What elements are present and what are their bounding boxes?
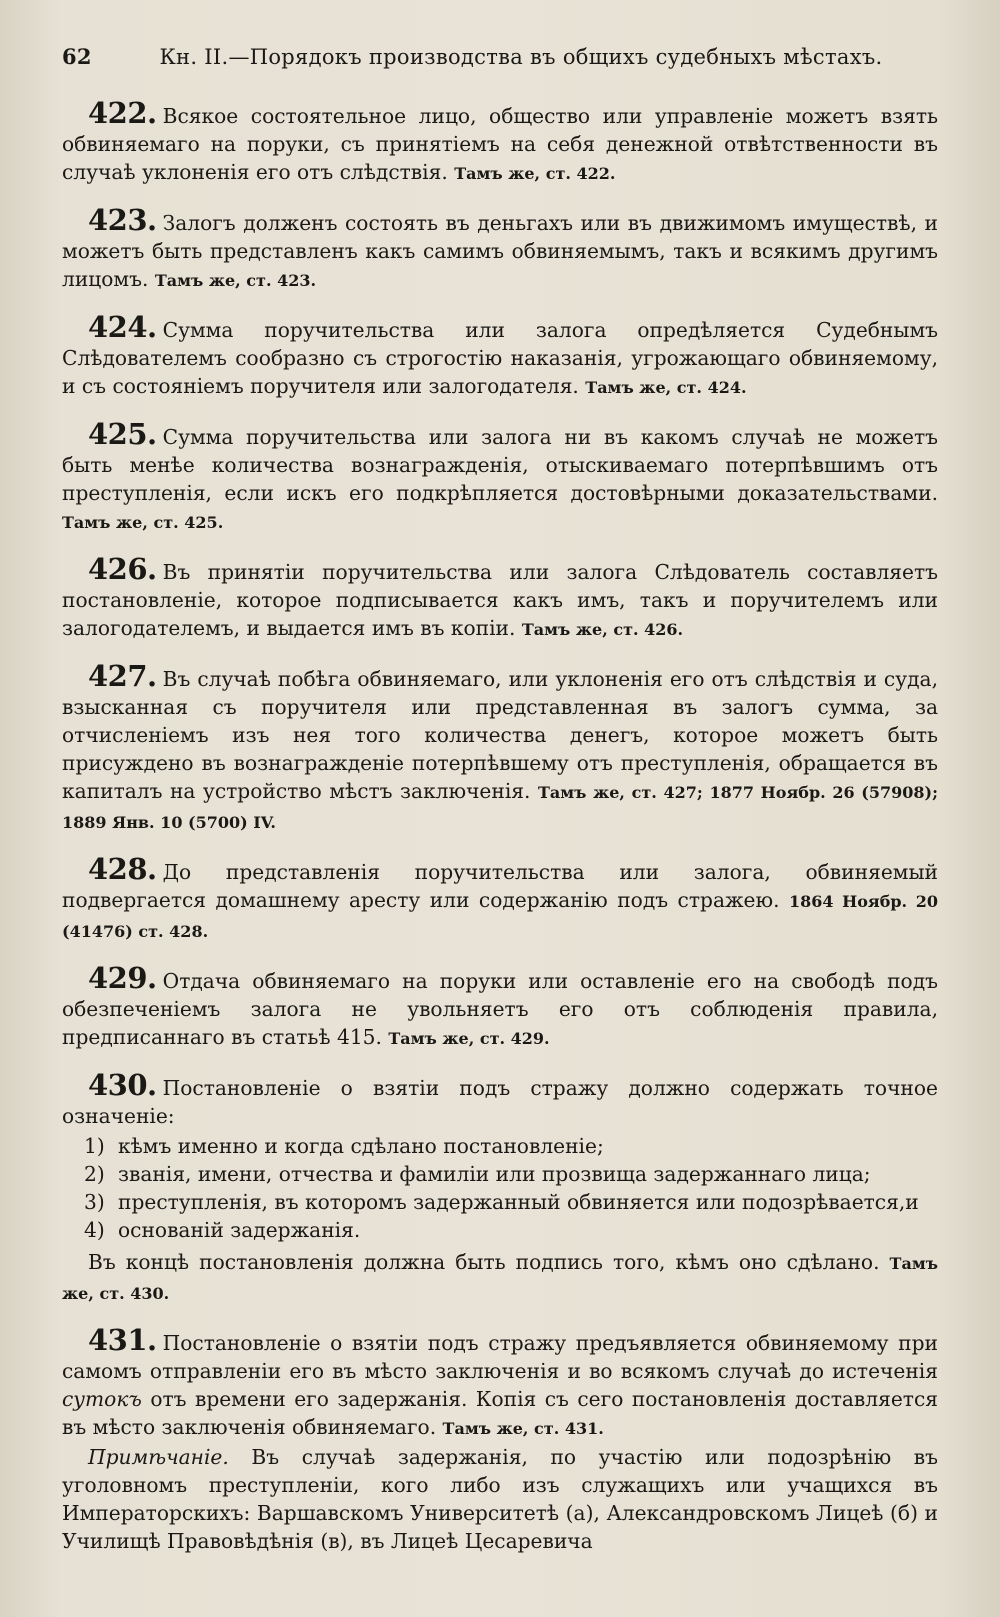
article-paragraph [62,852,938,946]
article-number: 423. [88,203,157,237]
footnote [62,1443,938,1555]
list-item [84,1160,938,1188]
article-paragraph [62,310,938,402]
article-paragraph [62,1323,938,1443]
article-reference: Тамъ же, ст. 424. [585,378,747,397]
running-header [62,44,938,69]
article-number: 426. [88,552,157,586]
emphasized-word: сутокъ [62,1387,142,1411]
article-reference: Тамъ же, ст. 423. [154,271,317,290]
article-text: Въ случаѣ побѣга обвиняемаго, или уклоненія его отъ слѣдствія и суда, взысканная съ поручителя или представленная въ залогъ сумма, за отчисленіемъ изъ нея того количества денегъ, которое можетъ быть присуждено въ вознагражденіе потерпѣвшему отъ преступленія, обращается въ капиталъ на устройство мѣстъ заключенія. [62,667,938,803]
article-424 [62,310,938,402]
article-paragraph [62,1068,938,1130]
article-text: Отдача обвиняемаго на поруки или оставленіе его на свободѣ подъ обезпеченіемъ залога не увольняетъ его отъ соблюденія правила, предписаннаго въ статьѣ 415. [62,969,938,1049]
article-429 [62,961,938,1053]
list-item-text: основаній задержанія. [118,1218,361,1242]
running-title: Кн. II.—Порядокъ производства въ общихъ судебныхъ мѣстахъ. [159,45,883,69]
article-paragraph [62,96,938,188]
article-text-after: отъ времени его задержанія. Копія съ сего постановленія доставляется въ мѣсто заключенія обвиняемаго. [62,1387,938,1439]
article-closing [62,1248,938,1308]
article-reference: Тамъ же, ст. 425. [62,513,224,532]
list-item-number: 1) [84,1134,105,1158]
article-text: Сумма поручительства или залога ни въ какомъ случаѣ не можетъ быть менѣе количества вознагражденія, отыскиваемаго потерпѣвшимъ отъ преступленія, если искъ его подкрѣпляется достовѣрными доказательствами. [62,425,938,505]
article-paragraph [62,961,938,1053]
article-number: 422. [88,96,157,130]
article-reference: Тамъ же, ст. 430. [62,1254,938,1303]
article-text: Залогъ долженъ состоять въ деньгахъ или въ движимомъ имуществѣ, и можетъ быть представленъ какъ самимъ обвиняемымъ, такъ и всякимъ другимъ лицомъ. [62,211,938,291]
article-paragraph [62,552,938,644]
list-item-number: 2) [84,1162,105,1186]
note-label: Примѣчаніе. [88,1445,229,1469]
list-item-text: преступленія, въ которомъ задержанный обвиняется или подозрѣвается,и [118,1190,919,1214]
article-paragraph [62,203,938,295]
article-reference: 1864 Ноябр. 20 (41476) ст. 428. [62,892,938,941]
enumerated-list [62,1132,938,1244]
article-428 [62,852,938,946]
list-item [84,1216,938,1244]
article-427 [62,659,939,837]
article-426 [62,552,938,644]
article-text: Всякое состоятельное лицо, общество или управленіе можетъ взять обвиняемаго на поруки, съ принятіемъ на себя денежной отвѣтственности въ случаѣ уклоненія его отъ слѣдствія. [62,104,938,184]
list-item-text: званія, имени, отчества и фамиліи или прозвища задержаннаго лица; [118,1162,871,1186]
article-text: Сумма поручительства или залога опредѣляется Судебнымъ Слѣдователемъ сообразно съ строгостію наказанія, угрожающаго обвиняемому, и съ состояніемъ поручителя или залогодателя. [62,318,938,398]
list-item-number: 4) [84,1218,105,1242]
article-423 [62,203,938,295]
article-reference: Тамъ же, ст. 422. [454,164,616,183]
list-item [84,1188,938,1216]
article-text: До представленія поручительства или залога, обвиняемый подвергается домашнему аресту или содержанію подъ стражею. [62,860,938,912]
article-paragraph [62,659,939,837]
article-reference: Тамъ же, ст. 429. [388,1029,550,1048]
article-422 [62,96,938,188]
article-number: 429. [88,961,157,995]
article-430 [62,1068,938,1308]
article-reference: Тамъ же, ст. 427; 1877 Ноябр. 26 (57908); 1889 Янв. 10 (5700) IV. [62,783,939,832]
article-text: Въ принятіи поручительства или залога Слѣдователь составляетъ постановленіе, которое подписывается какъ имъ, такъ и поручителемъ или залогодателемъ, и выдается имъ въ копіи. [62,560,938,640]
list-item-text: кѣмъ именно и когда сдѣлано постановленіе; [118,1134,604,1158]
article-425 [62,417,938,537]
article-text: Постановленіе о взятіи подъ стражу должно содержать точное означеніе: [62,1076,938,1128]
article-number: 427. [88,659,157,693]
article-number: 424. [88,310,157,344]
article-text-before: Постановленіе о взятіи подъ стражу предъявляется обвиняемому при самомъ отправленіи его въ мѣсто заключенія и во всякомъ случаѣ до истеченія [62,1331,938,1383]
article-reference: Тамъ же, ст. 426. [521,620,684,639]
article-reference: Тамъ же, ст. 431. [442,1419,604,1438]
article-number: 431. [88,1323,157,1357]
list-item-number: 3) [84,1190,105,1214]
list-item [84,1132,938,1160]
article-number: 425. [88,417,157,451]
article-431 [62,1323,938,1555]
article-number: 428. [88,852,157,886]
article-paragraph [62,417,938,537]
article-number: 430. [88,1068,157,1102]
note-text: Въ случаѣ задержанія, по участію или подозрѣнію въ уголовномъ преступленіи, кого либо изъ служащихъ или учащихся въ Императорскихъ: Варшавскомъ Университетѣ (а), Александровскомъ Лицеѣ (б) и Училищѣ Правовѣдѣнія (в), въ Лицеѣ Цесаревича [62,1445,938,1553]
page-number: 62 [62,44,92,69]
closing-text: Въ концѣ постановленія должна быть подпись того, кѣмъ оно сдѣлано. [88,1250,880,1274]
